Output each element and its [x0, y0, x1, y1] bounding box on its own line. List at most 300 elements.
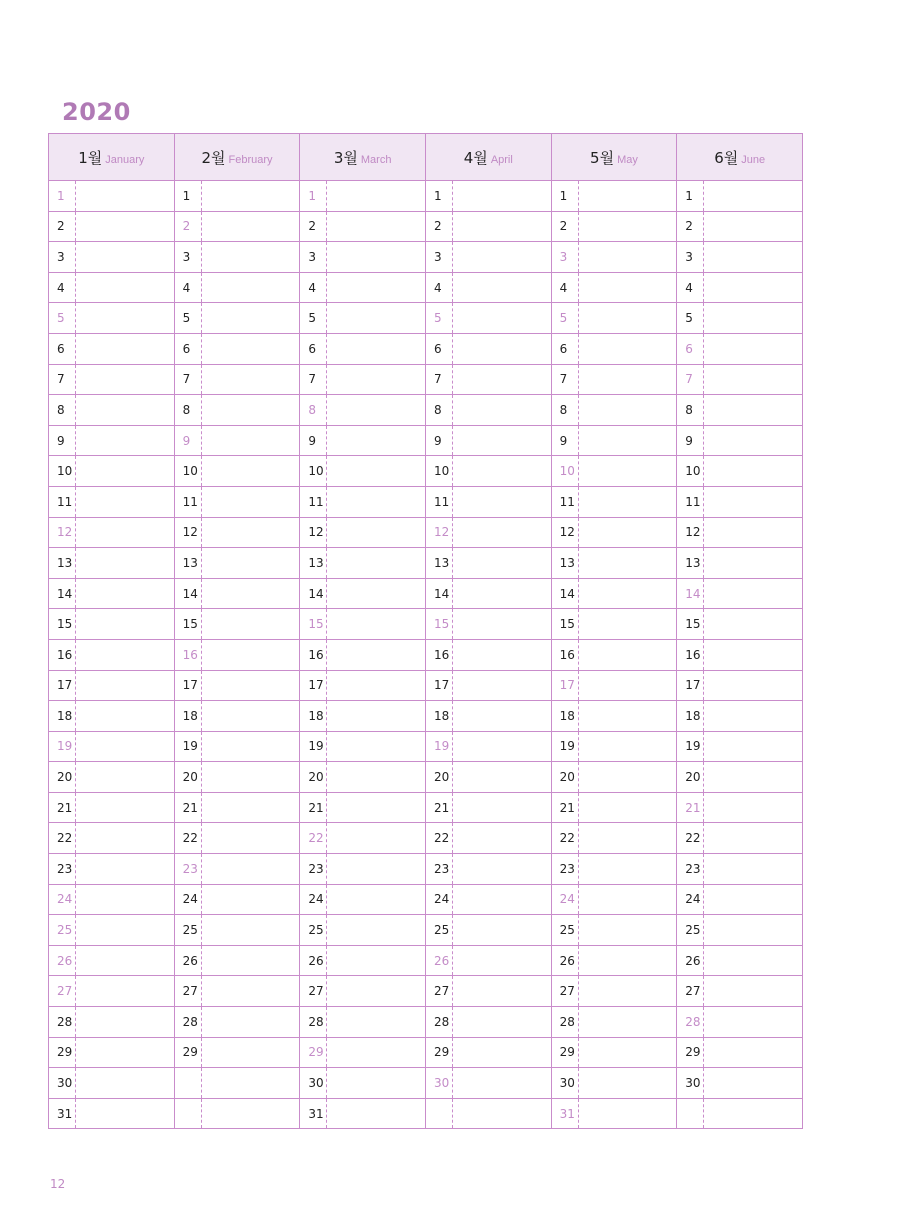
day-cell[interactable] [677, 976, 803, 1007]
note-space[interactable] [579, 548, 677, 578]
note-space[interactable] [579, 609, 677, 639]
note-space[interactable] [579, 242, 677, 272]
day-cell[interactable] [425, 762, 551, 793]
note-space[interactable] [704, 671, 802, 701]
day-cell[interactable] [300, 272, 426, 303]
day-cell[interactable] [174, 578, 300, 609]
note-space[interactable] [76, 487, 174, 517]
note-space[interactable] [453, 640, 551, 670]
day-cell[interactable] [551, 333, 677, 364]
note-space[interactable] [704, 1007, 802, 1037]
note-space[interactable] [579, 885, 677, 915]
day-cell[interactable] [49, 854, 175, 885]
note-space[interactable] [453, 456, 551, 486]
day-cell[interactable] [300, 181, 426, 212]
note-space[interactable] [704, 1038, 802, 1068]
day-cell[interactable] [174, 915, 300, 946]
day-cell[interactable] [551, 1068, 677, 1099]
note-space[interactable] [453, 915, 551, 945]
day-cell[interactable] [677, 884, 803, 915]
note-space[interactable] [327, 640, 425, 670]
day-cell[interactable] [425, 1068, 551, 1099]
day-cell[interactable] [551, 639, 677, 670]
note-space[interactable] [327, 365, 425, 395]
note-space[interactable] [76, 885, 174, 915]
day-cell[interactable] [677, 823, 803, 854]
note-space[interactable] [327, 732, 425, 762]
note-space[interactable] [327, 181, 425, 211]
day-cell[interactable] [174, 1007, 300, 1038]
day-cell[interactable] [49, 976, 175, 1007]
day-cell[interactable] [677, 303, 803, 334]
day-cell[interactable] [551, 609, 677, 640]
note-space[interactable] [202, 181, 300, 211]
note-space[interactable] [76, 671, 174, 701]
day-cell[interactable] [551, 578, 677, 609]
note-space[interactable] [579, 365, 677, 395]
note-space[interactable] [327, 885, 425, 915]
day-cell[interactable] [425, 181, 551, 212]
day-cell[interactable] [174, 976, 300, 1007]
day-cell[interactable] [300, 976, 426, 1007]
day-cell[interactable] [551, 1098, 677, 1129]
note-space[interactable] [453, 212, 551, 242]
day-cell[interactable] [425, 578, 551, 609]
day-cell[interactable] [677, 242, 803, 273]
day-cell[interactable] [174, 395, 300, 426]
note-space[interactable] [579, 1038, 677, 1068]
day-cell[interactable] [425, 945, 551, 976]
note-space[interactable] [453, 885, 551, 915]
note-space[interactable] [453, 1068, 551, 1098]
note-space[interactable] [704, 1068, 802, 1098]
day-cell[interactable] [174, 333, 300, 364]
note-space[interactable] [327, 1068, 425, 1098]
note-space[interactable] [704, 181, 802, 211]
day-cell[interactable] [425, 1007, 551, 1038]
day-cell[interactable] [174, 364, 300, 395]
day-cell[interactable] [425, 854, 551, 885]
note-space[interactable] [202, 518, 300, 548]
day-cell[interactable] [174, 639, 300, 670]
day-cell[interactable] [174, 1037, 300, 1068]
note-space[interactable] [704, 823, 802, 853]
note-space[interactable] [579, 426, 677, 456]
day-cell[interactable] [551, 823, 677, 854]
note-space[interactable] [76, 915, 174, 945]
day-cell[interactable] [174, 242, 300, 273]
note-space[interactable] [327, 395, 425, 425]
day-cell[interactable] [300, 1068, 426, 1099]
note-space[interactable] [453, 671, 551, 701]
note-space[interactable] [704, 885, 802, 915]
note-space[interactable] [202, 487, 300, 517]
note-space[interactable] [453, 976, 551, 1006]
note-space[interactable] [579, 1068, 677, 1098]
note-space[interactable] [327, 609, 425, 639]
day-cell[interactable] [551, 395, 677, 426]
note-space[interactable] [704, 548, 802, 578]
day-cell[interactable] [174, 272, 300, 303]
note-space[interactable] [76, 732, 174, 762]
note-space[interactable] [202, 609, 300, 639]
day-cell[interactable] [551, 731, 677, 762]
note-space[interactable] [579, 976, 677, 1006]
note-space[interactable] [704, 915, 802, 945]
day-cell[interactable] [677, 211, 803, 242]
note-space[interactable] [76, 548, 174, 578]
note-space[interactable] [453, 854, 551, 884]
day-cell[interactable] [425, 976, 551, 1007]
note-space[interactable] [202, 701, 300, 731]
note-space[interactable] [579, 1099, 677, 1129]
day-cell[interactable] [49, 1037, 175, 1068]
day-cell[interactable] [551, 670, 677, 701]
day-cell[interactable] [551, 181, 677, 212]
note-space[interactable] [704, 762, 802, 792]
day-cell[interactable] [49, 242, 175, 273]
day-cell[interactable] [425, 1037, 551, 1068]
note-space[interactable] [76, 823, 174, 853]
day-cell[interactable] [551, 211, 677, 242]
note-space[interactable] [453, 426, 551, 456]
note-space[interactable] [202, 1099, 300, 1129]
day-cell[interactable] [677, 1007, 803, 1038]
note-space[interactable] [76, 518, 174, 548]
note-space[interactable] [453, 701, 551, 731]
day-cell[interactable] [551, 762, 677, 793]
note-space[interactable] [202, 426, 300, 456]
note-space[interactable] [579, 456, 677, 486]
note-space[interactable] [453, 609, 551, 639]
day-cell[interactable] [677, 425, 803, 456]
day-cell[interactable] [677, 578, 803, 609]
day-cell[interactable] [425, 333, 551, 364]
note-space[interactable] [579, 487, 677, 517]
note-space[interactable] [76, 1007, 174, 1037]
day-cell[interactable] [174, 211, 300, 242]
note-space[interactable] [327, 579, 425, 609]
note-space[interactable] [76, 334, 174, 364]
note-space[interactable] [579, 671, 677, 701]
note-space[interactable] [704, 946, 802, 976]
note-space[interactable] [453, 946, 551, 976]
day-cell[interactable] [551, 976, 677, 1007]
day-cell[interactable] [174, 823, 300, 854]
note-space[interactable] [76, 640, 174, 670]
note-space[interactable] [327, 518, 425, 548]
note-space[interactable] [327, 242, 425, 272]
note-space[interactable] [327, 334, 425, 364]
day-cell[interactable] [300, 884, 426, 915]
note-space[interactable] [202, 823, 300, 853]
note-space[interactable] [579, 334, 677, 364]
day-cell[interactable] [677, 456, 803, 487]
day-cell[interactable] [174, 517, 300, 548]
note-space[interactable] [202, 548, 300, 578]
day-cell[interactable] [300, 854, 426, 885]
note-space[interactable] [579, 946, 677, 976]
note-space[interactable] [579, 793, 677, 823]
note-space[interactable] [202, 915, 300, 945]
day-cell[interactable] [300, 211, 426, 242]
day-cell[interactable] [49, 486, 175, 517]
day-cell[interactable] [300, 639, 426, 670]
note-space[interactable] [202, 732, 300, 762]
day-cell[interactable] [174, 425, 300, 456]
day-cell[interactable] [425, 211, 551, 242]
note-space[interactable] [704, 395, 802, 425]
day-cell[interactable] [551, 854, 677, 885]
day-cell[interactable] [49, 548, 175, 579]
day-cell[interactable] [300, 364, 426, 395]
note-space[interactable] [453, 823, 551, 853]
note-space[interactable] [453, 181, 551, 211]
note-space[interactable] [202, 212, 300, 242]
note-space[interactable] [579, 701, 677, 731]
day-cell[interactable] [551, 242, 677, 273]
note-space[interactable] [202, 395, 300, 425]
day-cell[interactable] [49, 333, 175, 364]
note-space[interactable] [704, 456, 802, 486]
note-space[interactable] [327, 456, 425, 486]
note-space[interactable] [202, 762, 300, 792]
note-space[interactable] [76, 579, 174, 609]
day-cell[interactable] [300, 1098, 426, 1129]
note-space[interactable] [453, 1038, 551, 1068]
day-cell[interactable] [49, 762, 175, 793]
day-cell[interactable] [551, 272, 677, 303]
note-space[interactable] [704, 701, 802, 731]
day-cell[interactable] [49, 303, 175, 334]
note-space[interactable] [76, 1038, 174, 1068]
day-cell[interactable] [425, 425, 551, 456]
note-space[interactable] [76, 793, 174, 823]
day-cell[interactable] [174, 792, 300, 823]
day-cell[interactable] [425, 517, 551, 548]
day-cell[interactable] [677, 548, 803, 579]
note-space[interactable] [327, 212, 425, 242]
note-space[interactable] [327, 273, 425, 303]
day-cell[interactable] [677, 272, 803, 303]
note-space[interactable] [76, 701, 174, 731]
note-space[interactable] [76, 609, 174, 639]
day-cell[interactable] [49, 945, 175, 976]
day-cell[interactable] [551, 945, 677, 976]
note-space[interactable] [202, 273, 300, 303]
day-cell[interactable] [174, 854, 300, 885]
day-cell[interactable] [677, 1037, 803, 1068]
day-cell[interactable] [174, 1098, 300, 1129]
day-cell[interactable] [49, 1068, 175, 1099]
day-cell[interactable] [300, 303, 426, 334]
day-cell[interactable] [300, 333, 426, 364]
day-cell[interactable] [425, 701, 551, 732]
day-cell[interactable] [425, 823, 551, 854]
day-cell[interactable] [425, 456, 551, 487]
note-space[interactable] [579, 732, 677, 762]
day-cell[interactable] [300, 1007, 426, 1038]
note-space[interactable] [327, 762, 425, 792]
note-space[interactable] [579, 181, 677, 211]
note-space[interactable] [704, 242, 802, 272]
note-space[interactable] [704, 334, 802, 364]
day-cell[interactable] [425, 670, 551, 701]
note-space[interactable] [453, 334, 551, 364]
day-cell[interactable] [49, 425, 175, 456]
note-space[interactable] [202, 885, 300, 915]
day-cell[interactable] [677, 915, 803, 946]
day-cell[interactable] [300, 578, 426, 609]
day-cell[interactable] [425, 303, 551, 334]
note-space[interactable] [704, 854, 802, 884]
note-space[interactable] [327, 426, 425, 456]
note-space[interactable] [327, 487, 425, 517]
note-space[interactable] [327, 1038, 425, 1068]
day-cell[interactable] [49, 792, 175, 823]
note-space[interactable] [327, 793, 425, 823]
note-space[interactable] [453, 395, 551, 425]
day-cell[interactable] [300, 548, 426, 579]
day-cell[interactable] [551, 364, 677, 395]
note-space[interactable] [704, 732, 802, 762]
day-cell[interactable] [300, 792, 426, 823]
day-cell[interactable] [300, 915, 426, 946]
note-space[interactable] [202, 946, 300, 976]
day-cell[interactable] [425, 884, 551, 915]
day-cell[interactable] [677, 731, 803, 762]
day-cell[interactable] [551, 517, 677, 548]
day-cell[interactable] [425, 272, 551, 303]
day-cell[interactable] [174, 1068, 300, 1099]
note-space[interactable] [76, 395, 174, 425]
note-space[interactable] [327, 976, 425, 1006]
note-space[interactable] [76, 1068, 174, 1098]
note-space[interactable] [76, 854, 174, 884]
note-space[interactable] [704, 793, 802, 823]
day-cell[interactable] [551, 303, 677, 334]
day-cell[interactable] [174, 701, 300, 732]
note-space[interactable] [76, 303, 174, 333]
day-cell[interactable] [677, 364, 803, 395]
note-space[interactable] [579, 640, 677, 670]
note-space[interactable] [202, 1038, 300, 1068]
day-cell[interactable] [425, 792, 551, 823]
note-space[interactable] [327, 1099, 425, 1129]
note-space[interactable] [579, 395, 677, 425]
day-cell[interactable] [551, 425, 677, 456]
note-space[interactable] [579, 823, 677, 853]
note-space[interactable] [579, 1007, 677, 1037]
day-cell[interactable] [174, 731, 300, 762]
day-cell[interactable] [49, 456, 175, 487]
day-cell[interactable] [49, 517, 175, 548]
note-space[interactable] [453, 518, 551, 548]
note-space[interactable] [202, 334, 300, 364]
note-space[interactable] [453, 303, 551, 333]
day-cell[interactable] [677, 486, 803, 517]
day-cell[interactable] [49, 670, 175, 701]
note-space[interactable] [202, 456, 300, 486]
day-cell[interactable] [300, 762, 426, 793]
day-cell[interactable] [300, 701, 426, 732]
day-cell[interactable] [174, 945, 300, 976]
day-cell[interactable] [300, 425, 426, 456]
note-space[interactable] [704, 487, 802, 517]
day-cell[interactable] [425, 1098, 551, 1129]
day-cell[interactable] [677, 792, 803, 823]
note-space[interactable] [579, 303, 677, 333]
day-cell[interactable] [677, 670, 803, 701]
note-space[interactable] [704, 303, 802, 333]
day-cell[interactable] [425, 639, 551, 670]
day-cell[interactable] [49, 181, 175, 212]
day-cell[interactable] [300, 1037, 426, 1068]
note-space[interactable] [327, 946, 425, 976]
note-space[interactable] [202, 365, 300, 395]
note-space[interactable] [704, 976, 802, 1006]
day-cell[interactable] [677, 609, 803, 640]
note-space[interactable] [704, 212, 802, 242]
day-cell[interactable] [300, 517, 426, 548]
note-space[interactable] [453, 1099, 551, 1129]
day-cell[interactable] [49, 731, 175, 762]
day-cell[interactable] [49, 364, 175, 395]
note-space[interactable] [76, 273, 174, 303]
note-space[interactable] [202, 242, 300, 272]
day-cell[interactable] [174, 181, 300, 212]
note-space[interactable] [453, 579, 551, 609]
note-space[interactable] [202, 854, 300, 884]
day-cell[interactable] [300, 609, 426, 640]
day-cell[interactable] [174, 609, 300, 640]
note-space[interactable] [579, 579, 677, 609]
note-space[interactable] [76, 762, 174, 792]
note-space[interactable] [76, 242, 174, 272]
day-cell[interactable] [677, 762, 803, 793]
note-space[interactable] [453, 548, 551, 578]
note-space[interactable] [76, 365, 174, 395]
note-space[interactable] [327, 303, 425, 333]
day-cell[interactable] [551, 1007, 677, 1038]
note-space[interactable] [327, 915, 425, 945]
day-cell[interactable] [677, 517, 803, 548]
day-cell[interactable] [551, 1037, 677, 1068]
note-space[interactable] [76, 946, 174, 976]
day-cell[interactable] [677, 701, 803, 732]
note-space[interactable] [76, 426, 174, 456]
note-space[interactable] [453, 273, 551, 303]
note-space[interactable] [202, 1068, 300, 1098]
note-space[interactable] [327, 1007, 425, 1037]
day-cell[interactable] [677, 945, 803, 976]
note-space[interactable] [704, 609, 802, 639]
note-space[interactable] [76, 1099, 174, 1129]
day-cell[interactable] [49, 639, 175, 670]
note-space[interactable] [453, 242, 551, 272]
day-cell[interactable] [49, 211, 175, 242]
note-space[interactable] [579, 762, 677, 792]
day-cell[interactable] [300, 945, 426, 976]
note-space[interactable] [579, 273, 677, 303]
note-space[interactable] [453, 793, 551, 823]
note-space[interactable] [202, 579, 300, 609]
note-space[interactable] [704, 579, 802, 609]
note-space[interactable] [453, 732, 551, 762]
note-space[interactable] [202, 793, 300, 823]
day-cell[interactable] [551, 548, 677, 579]
note-space[interactable] [327, 671, 425, 701]
